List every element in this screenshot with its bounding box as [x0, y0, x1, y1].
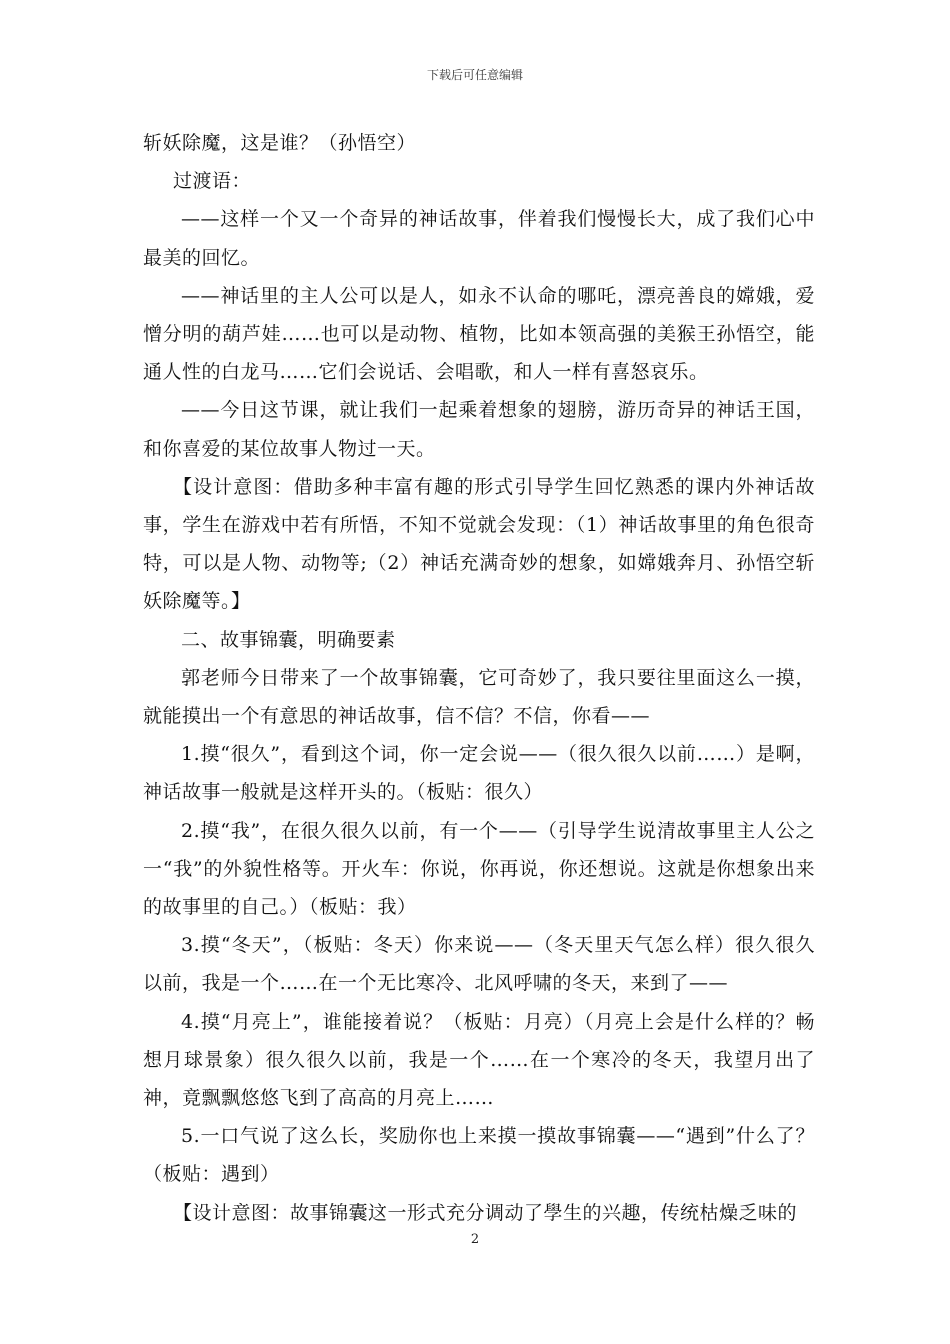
- paragraph-transition-2: ——神话里的主人公可以是人，如永不认命的哪吒，漂亮善良的嫦娥，爱憎分明的葫芦娃……也可以是动物、植物，比如本领高强的美猴王孙悟空，能通人性的白龙马……它们会说话、会唱歌，和人一样有喜怒哀乐。: [143, 284, 815, 384]
- paragraph-transition-1: ——这样一个又一个奇异的神话故事，伴着我们慢慢长大，成了我们心中最美的回忆。: [143, 208, 815, 269]
- section-heading: 二、故事锦囊，明确要素: [181, 628, 396, 651]
- paragraph-transition-label: 过渡语：: [173, 170, 252, 193]
- paragraph-story-bag-intro: 郭老师今日带来了一个故事锦囊，它可奇妙了，我只要往里面这么一摸，就能摸出一个有意思的神话故事，信不信？不信，你看——: [143, 666, 815, 728]
- list-item-4: 4.摸“月亮上”，谁能接着说？（板贴：月亮）（月亮上会是什么样的？畅想月球景象）很久很久以前，我是一个……在一个寒冷的冬天，我望月出了神，竟飘飘悠悠飞到了高高的月亮上……: [143, 1010, 815, 1110]
- page-number: 2: [470, 1232, 480, 1247]
- list-item-1: 1.摸“很久”，看到这个词，你一定会说——（很久很久以前……）是啊，神话故事一般就是这样开头的。（板贴：很久）: [143, 743, 815, 804]
- paragraph-design-intent-1: 【设计意图：借助多种丰富有趣的形式引导学生回忆熟悉的课内外神话故事，学生在游戏中若有所悟，不知不觉就会发现：（1）神话故事里的角色很奇特，可以是人物、动物等;（2）神话充满奇妙的想象，如嫦娥奔月、孙悟空斩妖除魔等。】: [143, 475, 815, 613]
- paragraph-transition-3: ——今日这节课，就让我们一起乘着想象的翅膀，游历奇异的神话王国，和你喜爱的某位故事人物过一天。: [143, 399, 815, 460]
- paragraph-design-intent-2: 【设计意图：故事锦囊这一形式充分调动了學生的兴趣，传统枯燥乏味的: [173, 1201, 798, 1224]
- list-item-2: 2.摸“我”，在很久很久以前，有一个——（引导学生说清故事里主人公之一“我”的外貌性格等。开火车：你说，你再说，你还想说。这就是你想象出来的故事里的自己。）（板贴：我）: [143, 819, 815, 919]
- list-item-5: 5.一口气说了这么长，奖励你也上来摸一摸故事锦囊——“遇到”什么了？（板贴：遇到）: [143, 1125, 815, 1186]
- body-text: [143, 124, 815, 1232]
- page-header: 下载后可任意编辑: [426, 68, 523, 82]
- list-item-3: 3.摸“冬天”，（板贴：冬天）你来说——（冬天里天气怎么样）很久很久以前，我是一个……在一个无比寒冷、北风呼啸的冬天，来到了——: [143, 934, 815, 995]
- paragraph-continuation: 斩妖除魔，这是谁？（孙悟空）: [143, 132, 417, 154]
